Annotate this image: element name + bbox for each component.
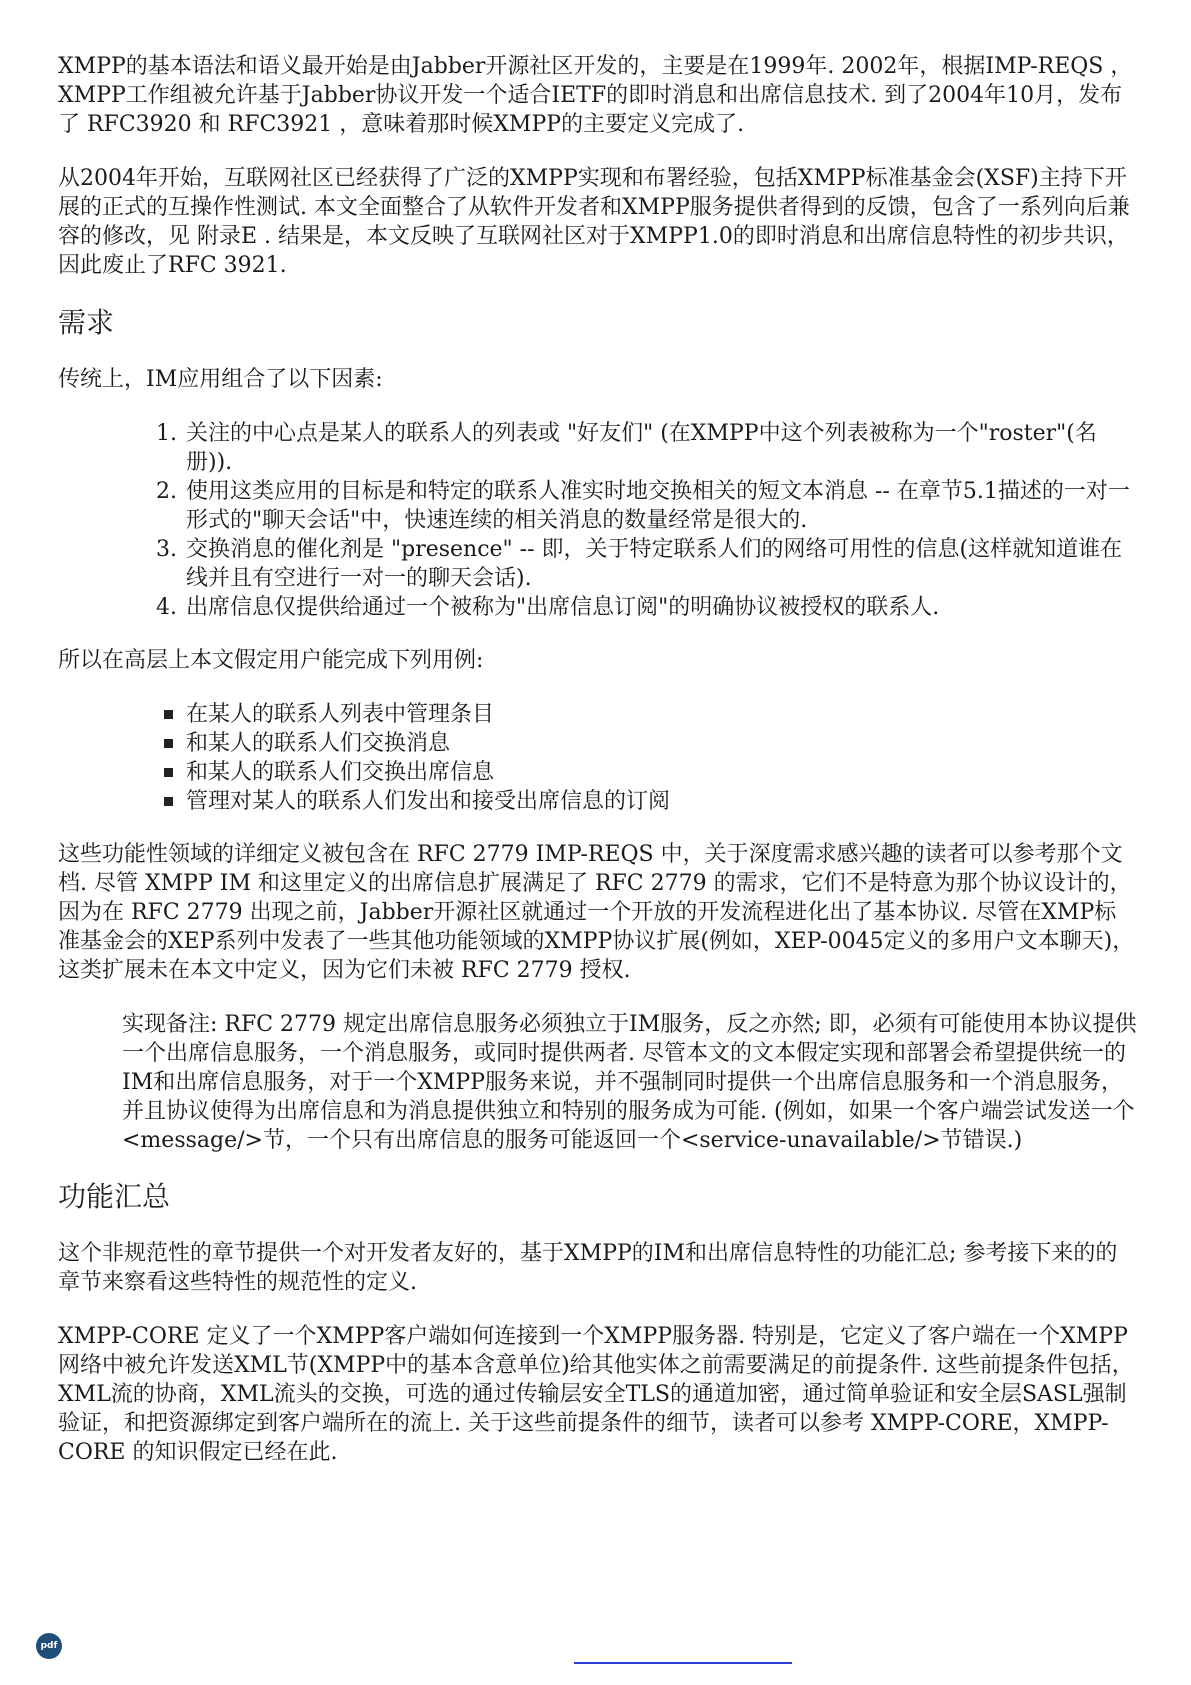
pdf-logo-icon: pdf (36, 1633, 62, 1659)
numbered-item (156, 593, 1138, 622)
item-text: 交换消息的催化剂是 "presence" -- 即，关于特定联系人们的网络可用性的信息(这样就知道谁在线并且有空进行一对一的聊天会话). (186, 537, 1123, 591)
intro-paragraph-1: XMPP的基本语法和语义最开始是由Jabber开源社区开发的，主要是在1999年. 2002年，根据IMP-REQS ，XMPP工作组被允许基于Jabber协议开发一个适合IETF的即时消息和出席信息技术. 到了2004年10月，发布了 RFC3920 和 RFC3921 ，意味着那时候XMPP的主要定义完成了. (58, 54, 1133, 137)
bullet-text: 和某人的联系人们交换消息 (186, 731, 451, 756)
bullet-text: 和某人的联系人们交换出席信息 (186, 760, 495, 785)
bullet-item (186, 787, 1138, 816)
requirements-lead: 传统上，IM应用组合了以下因素: (58, 367, 383, 392)
item-number: 2. (156, 479, 177, 504)
item-text: 关注的中心点是某人的联系人的列表或 "好友们" (在XMPP中这个列表被称为一个"roster"(名册)). (186, 421, 1097, 475)
item-text: 使用这类应用的目标是和特定的联系人准实时地交换相关的短文本消息 -- 在章节5.1描述的一对一形式的"聊天会话"中，快速连续的相关消息的数量经常是很大的. (186, 479, 1130, 533)
item-number: 1. (156, 421, 177, 446)
numbered-item (156, 419, 1138, 477)
requirements-numbered-list (58, 419, 1138, 622)
summary-paragraph-2: XMPP-CORE 定义了一个XMPP客户端如何连接到一个XMPP服务器. 特别是，它定义了客户端在一个XMPP网络中被允许发送XML节(XMPP中的基本含意单位)给其他实体之前需要满足的前提条件. 这些前提条件包括，XML流的协商，XML流头的交换，可选的通过传输层安全TLS的通道加密，通过简单验证和安全层SASL强制验证，和把资源绑定到客户端所在的流上. 关于这些前提条件的细节，读者可以参考 XMPP-CORE，XMPP-CORE 的知识假定已经在此. (58, 1324, 1134, 1465)
section-heading-summary: 功能汇总 (58, 1180, 171, 1213)
implementation-note: 实现备注: RFC 2779 规定出席信息服务必须独立于IM服务，反之亦然; 即，必须有可能使用本协议提供一个出席信息服务，一个消息服务，或同时提供两者. 尽管本文的文本假定实现和部署会希望提供统一的IM和出席信息服务，对于一个XMPP服务来说，并不强制同时提供一个出席信息服务和一个消息服务，并且协议使得为出席信息和为消息提供独立和特别的服务成为可能. (例如，如果一个客户端尝试发送一个<message/>节，一个只有出席信息的服务可能返回一个<service-unavailable/>节错误.) (122, 1012, 1137, 1153)
bullet-text: 在某人的联系人列表中管理条目 (186, 702, 495, 727)
section-heading-requirements: 需求 (58, 306, 115, 339)
intro-paragraph-2: 从2004年开始，互联网社区已经获得了广泛的XMPP实现和布署经验，包括XMPP标准基金会(XSF)主持下开展的正式的互操作性测试. 本文全面整合了从软件开发者和XMPP服务提供者得到的反馈，包含了一系列向后兼容的修改，见 附录E . 结果是，本文反映了互联网社区对于XMPP1.0的即时消息和出席信息特性的初步共识，因此废止了RFC 3921. (58, 166, 1130, 278)
use-case-lead: 所以在高层上本文假定用户能完成下列用例: (58, 648, 484, 673)
numbered-item (156, 535, 1138, 593)
square-bullet-icon (164, 768, 173, 777)
bullet-item (186, 700, 1138, 729)
document-page (58, 52, 1138, 1492)
bullet-item (186, 758, 1138, 787)
bullet-text: 管理对某人的联系人们发出和接受出席信息的订阅 (186, 789, 671, 814)
square-bullet-icon (164, 797, 173, 806)
bullet-item (186, 729, 1138, 758)
item-number: 4. (156, 595, 177, 620)
item-text: 出席信息仅提供给通过一个被称为"出席信息订阅"的明确协议被授权的联系人. (186, 595, 940, 620)
square-bullet-icon (164, 710, 173, 719)
square-bullet-icon (164, 739, 173, 748)
use-case-bullet-list (58, 700, 1138, 816)
footer-link-underline[interactable] (574, 1662, 792, 1664)
numbered-item (156, 477, 1138, 535)
item-number: 3. (156, 537, 177, 562)
requirements-details: 这些功能性领域的详细定义被包含在 RFC 2779 IMP-REQS 中，关于深度需求感兴趣的读者可以参考那个文档. 尽管 XMPP IM 和这里定义的出席信息扩展满足了 RFC 2779 的需求，它们不是特意为那个协议设计的，因为在 RFC 2779 出现之前，Jabber开源社区就通过一个开放的开发流程进化出了基本协议. 尽管在XMP标准基金会的XEP系列中发表了一些其他功能领域的XMPP协议扩展(例如，XEP-0045定义的多用户文本聊天)，这类扩展未在本文中定义，因为它们未被 RFC 2779 授权. (58, 842, 1135, 983)
summary-paragraph-1: 这个非规范性的章节提供一个对开发者友好的，基于XMPP的IM和出席信息特性的功能汇总; 参考接下来的的章节来察看这些特性的规范性的定义. (58, 1241, 1118, 1295)
